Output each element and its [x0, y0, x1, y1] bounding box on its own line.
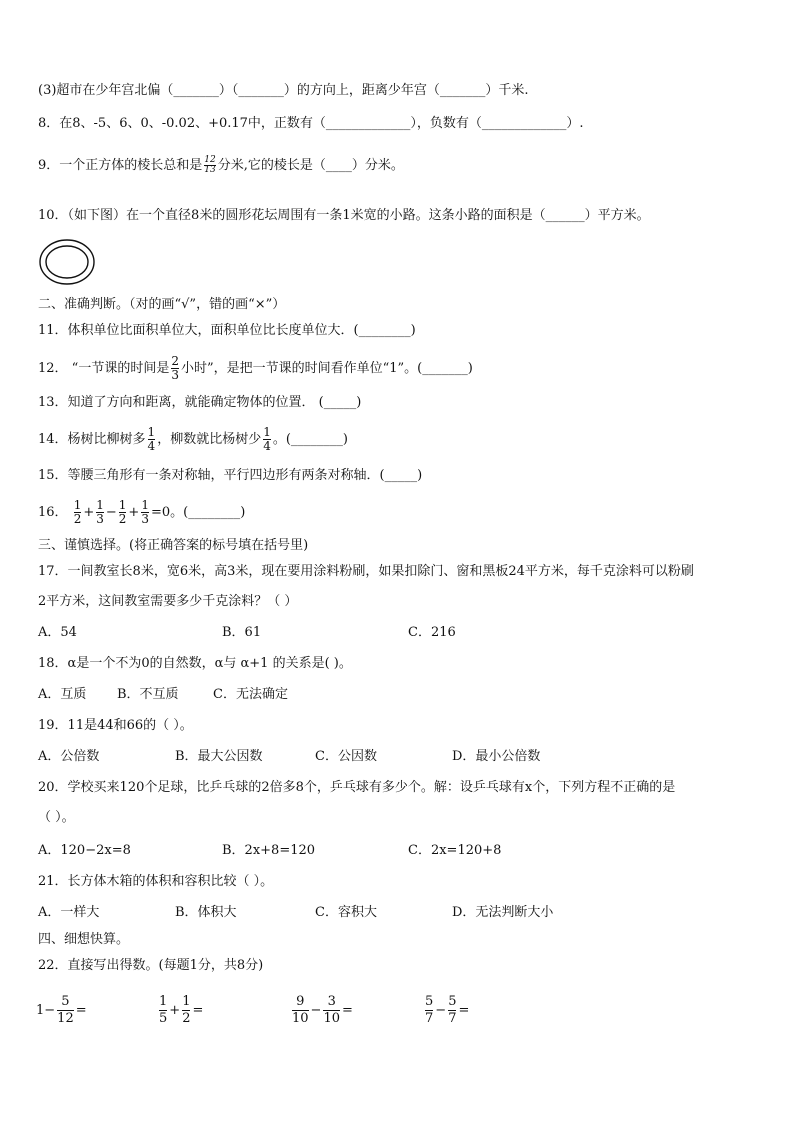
question-8: 8．在8、-5、6、0、-0.02、+0.17中，正数有（_____________），负数有（_____________）. [38, 116, 584, 131]
calc-4-equals: = [458, 1003, 470, 1018]
q16-fraction-2 [96, 499, 104, 526]
q16-fraction-4 [141, 499, 149, 526]
q20-option-b: B．2x+8=120 [222, 843, 316, 858]
question-17-line-1: 17．一间教室长8米，宽6米，高3米，现在要用涂料粉刷，如果扣除门、窗和黑板24平方米，每千克涂料可以粉刷 [38, 564, 694, 579]
q21-option-a: A．一样大 [38, 905, 100, 920]
question-18: 18．α是一个不为0的自然数，α与 α+1 的关系是( )。 [38, 656, 352, 671]
q12-denominator: 3 [171, 368, 179, 382]
q16-operator-3: + [128, 505, 140, 520]
calc-item-1 [36, 994, 87, 1027]
question-10: 10．（如下图）在一个直径8米的圆形花坛周围有一条1米宽的小路。这条小路的面积是（______）平方米。 [38, 208, 650, 223]
calc-3-equals: = [342, 1003, 353, 1018]
question-20-line-2: （ ）。 [38, 810, 75, 825]
q16-text-post: =0。(________) [150, 505, 246, 520]
q16-denominator-4: 3 [141, 512, 149, 526]
q14-numerator-1: 1 [147, 425, 156, 439]
q16-numerator-2: 1 [96, 498, 104, 512]
q9-fraction [204, 156, 215, 175]
q16-numerator-4: 1 [141, 498, 149, 512]
q16-fraction-1 [74, 499, 82, 526]
q16-numerator-3: 1 [118, 498, 127, 512]
calc-item-4 [423, 994, 469, 1027]
calc-1-fraction [57, 994, 74, 1027]
q19-option-b: B．最大公因数 [175, 749, 263, 764]
calc-4-fraction-1 [425, 994, 433, 1027]
q17-option-b: B．61 [222, 625, 262, 640]
q14-numerator-2: 1 [263, 425, 271, 439]
q16-denominator-1: 2 [73, 512, 82, 526]
q14-text-post: 。(________) [272, 432, 348, 447]
calc-3-fraction-1 [292, 994, 309, 1027]
calc-1-prefix: 1− [36, 1003, 56, 1018]
question-12 [38, 355, 473, 382]
q16-denominator-3: 2 [118, 512, 127, 526]
q12-text-post: 小时”，是把一节课的时间看作单位“1”。(_______) [180, 361, 473, 376]
q16-fraction-3 [119, 499, 127, 526]
q19-option-c: C．公因数 [315, 749, 377, 764]
q14-fraction-1 [148, 426, 156, 453]
calc-item-3 [290, 994, 353, 1027]
q14-text-pre: 14．杨树比柳树多 [38, 432, 146, 447]
q16-numerator-1: 1 [73, 498, 82, 512]
flowerbed-ring-figure [38, 238, 98, 288]
q16-operator-1: + [83, 505, 95, 520]
calc-2-numerator-1: 1 [159, 994, 168, 1009]
calc-1-denominator: 12 [57, 1011, 74, 1026]
q17-option-c: C．216 [408, 625, 456, 640]
calc-3-numerator-2: 3 [327, 994, 336, 1009]
calc-4-operator: − [435, 1003, 447, 1018]
question-22: 22．直接写出得数。(每题1分，共8分) [38, 958, 264, 973]
q12-numerator: 2 [171, 354, 179, 368]
q20-option-a: A．120−2x=8 [38, 843, 131, 858]
calc-4-denominator-2: 7 [448, 1011, 457, 1026]
calc-3-fraction-2 [323, 994, 340, 1027]
calc-4-fraction-2 [448, 994, 456, 1027]
q9-text-pre: 9．一个正方体的棱长总和是 [38, 158, 203, 173]
calc-2-denominator-1: 5 [159, 1011, 168, 1026]
section-4-heading: 四、细想快算。 [38, 932, 130, 947]
section-3-heading: 三、谨慎选择。(将正确答案的标号填在括号里) [38, 538, 309, 553]
q16-denominator-2: 3 [96, 512, 104, 526]
q19-option-d: D．最小公倍数 [452, 749, 541, 764]
calc-2-numerator-2: 1 [182, 994, 191, 1009]
calc-3-denominator-1: 10 [292, 1011, 309, 1026]
q18-option-c: C．无法确定 [213, 687, 288, 702]
question-13: 13．知道了方向和距离，就能确定物体的位置． (_____) [38, 395, 362, 410]
question-9 [38, 156, 404, 175]
q17-option-a: A．54 [38, 625, 77, 640]
question-14 [38, 426, 348, 453]
question-15: 15．等腰三角形有一条对称轴，平行四边形有两条对称轴．(_____) [38, 468, 423, 483]
q21-option-d: D．无法判断大小 [452, 905, 554, 920]
q9-numerator: 12 [204, 155, 216, 165]
q12-fraction [171, 355, 179, 382]
calc-4-numerator-2: 5 [448, 994, 457, 1009]
q21-option-c: C．容积大 [315, 905, 377, 920]
calc-2-fraction-1 [159, 994, 167, 1027]
calc-2-equals: = [192, 1003, 204, 1018]
question-19: 19．11是44和66的（ ）。 [38, 718, 193, 733]
calc-3-denominator-2: 10 [323, 1011, 340, 1026]
calc-3-operator: − [310, 1003, 322, 1018]
q12-text-pre: 12． “一节课的时间是 [38, 361, 170, 376]
q16-label: 16． [38, 505, 68, 520]
q19-option-a: A．公倍数 [38, 749, 100, 764]
question-20-line-1: 20．学校买来120个足球，比乒乓球的2倍多8个，乒乓球有多少个。解：设乒乓球有x个，下列方程不正确的是 [38, 780, 676, 795]
question-17-line-2: 2平方米，这间教室需要多少千克涂料？（ ） [38, 594, 298, 609]
q14-text-mid: ，柳数就比杨树少 [157, 432, 262, 447]
calc-2-fraction-2 [182, 994, 190, 1027]
q14-fraction-2 [263, 426, 271, 453]
calc-4-denominator-1: 7 [425, 1011, 434, 1026]
question-16 [38, 499, 245, 526]
question-11: 11．体积单位比面积单位大，面积单位比长度单位大．(________) [38, 323, 416, 338]
q21-option-b: B．体积大 [175, 905, 237, 920]
q16-operator-2: − [105, 505, 117, 520]
calc-4-numerator-1: 5 [425, 994, 434, 1009]
q20-option-c: C．2x=120+8 [408, 843, 502, 858]
q18-option-a: A．互质 [38, 687, 87, 702]
q14-denominator-1: 4 [147, 439, 156, 453]
section-2-heading: 二、准确判断。（对的画“√”，错的画“×”） [38, 297, 286, 312]
calc-item-2 [157, 994, 203, 1027]
q18-option-b: B．不互质 [117, 687, 179, 702]
q14-denominator-2: 4 [263, 439, 271, 453]
question-3-route: (3)超市在少年宫北偏（_______）（_______）的方向上，距离少年宫（_______）千米. [38, 83, 529, 98]
q9-text-post: 分米,它的棱长是（____）分米。 [217, 158, 404, 173]
calc-3-numerator-1: 9 [296, 994, 305, 1009]
calc-1-equals: = [75, 1003, 87, 1018]
calc-2-operator: + [169, 1003, 181, 1018]
calc-2-denominator-2: 2 [182, 1011, 191, 1026]
q9-denominator: 13 [204, 165, 216, 175]
question-21: 21．长方体木箱的体积和容积比较（ ）。 [38, 874, 274, 889]
calc-1-numerator: 5 [61, 994, 70, 1009]
